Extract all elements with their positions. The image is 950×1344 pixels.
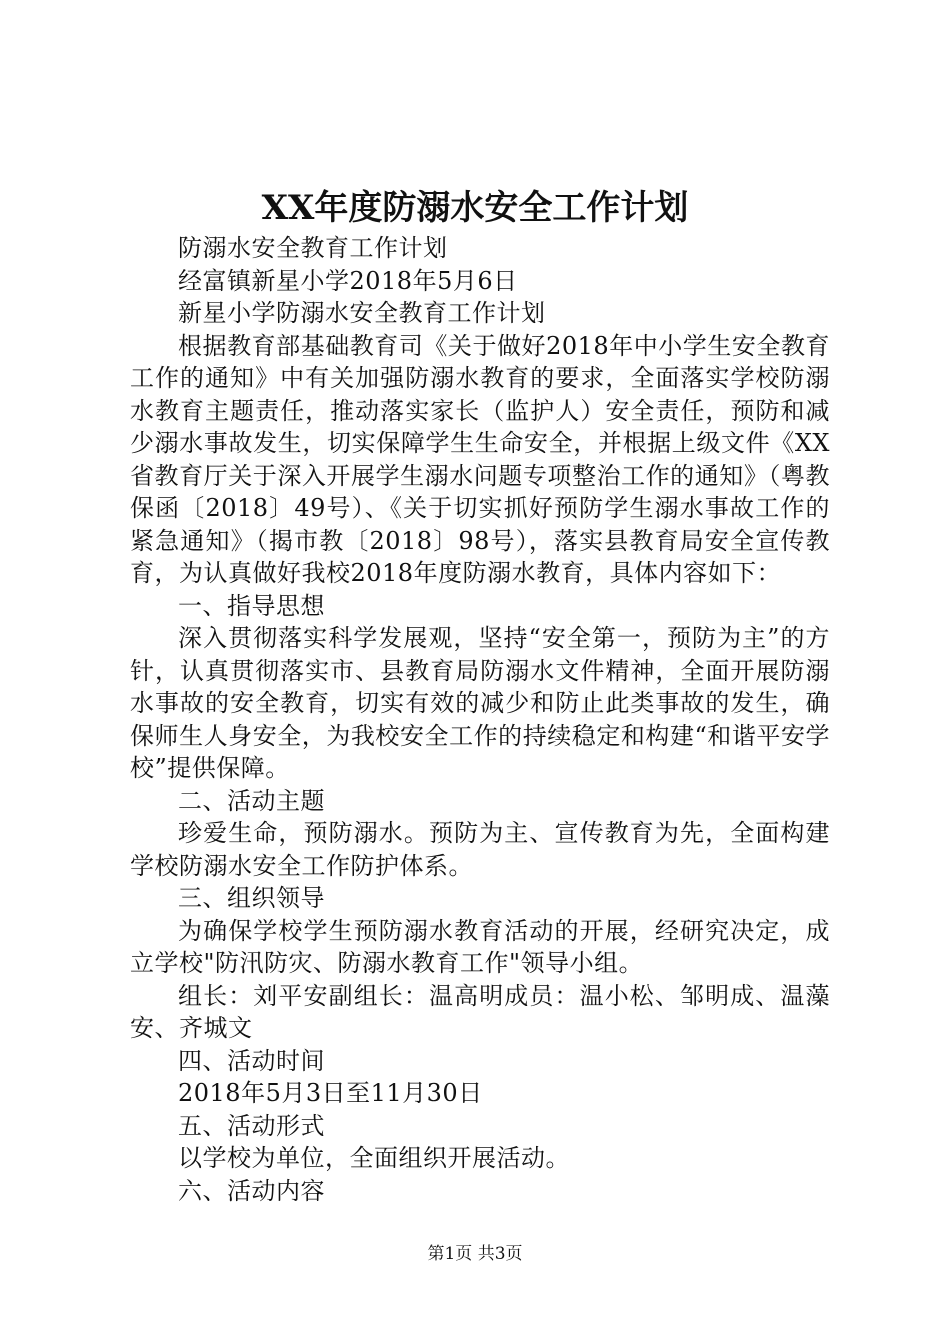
section-heading: 六、活动内容: [178, 1176, 325, 1205]
paragraph: 根据教育部基础教育司《关于做好2018年中小学生安全教育工作的通知》中有关加强防溺水教育的要求，全面落实学校防溺水教育主题责任，推动落实家长（监护人）安全责任，预防和减少溺水事故发生，切实保障学生生命安全，并根据上级文件《XX省教育厅关于深入开展学生溺水问题专项整治工作的通知》（粤教保函〔2018〕49号）、《关于切实抓好预防学生溺水事故工作的紧急通知》（揭市教〔2018〕98号），落实县教育局安全宣传教育，为认真做好我校2018年度防溺水教育，具体内容如下：: [130, 331, 830, 587]
page-footer: 第1页 共3页: [427, 1244, 523, 1264]
section-heading: 一、指导思想: [178, 591, 325, 620]
paragraph: 为确保学校学生预防溺水教育活动的开展，经研究决定，成立学校"防汛防灾、防溺水教育工作"领导小组。: [130, 916, 830, 977]
paragraph: 以学校为单位，全面组织开展活动。: [178, 1144, 570, 1172]
document-body: [130, 232, 830, 1207]
section-heading: 三、组织领导: [178, 884, 325, 912]
section-heading: 四、活动时间: [178, 1046, 325, 1075]
paragraph: 防溺水安全教育工作计划: [178, 234, 448, 262]
paragraph: 经富镇新星小学2018年5月6日: [178, 266, 518, 295]
document-title: XX年度防溺水安全工作计划: [261, 188, 689, 228]
section-heading: 五、活动形式: [178, 1111, 325, 1140]
paragraph: 珍爱生命，预防溺水。预防为主、宣传教育为先，全面构建学校防溺水安全工作防护体系。: [130, 819, 830, 880]
paragraph: 新星小学防溺水安全教育工作计划: [178, 299, 546, 327]
paragraph: 2018年5月3日至11月30日: [178, 1079, 483, 1107]
paragraph: 组长：刘平安副组长：温高明成员：温小松、邹明成、温藻安、齐城文: [130, 981, 830, 1042]
section-heading: 二、活动主题: [178, 786, 325, 815]
paragraph: 深入贯彻落实科学发展观，坚持“安全第一，预防为主”的方针，认真贯彻落实市、县教育局防溺水文件精神，全面开展防溺水事故的安全教育，切实有效的减少和防止此类事故的发生，确保师生人身安全，为我校安全工作的持续稳定和构建“和谐平安学校”提供保障。: [130, 624, 830, 782]
